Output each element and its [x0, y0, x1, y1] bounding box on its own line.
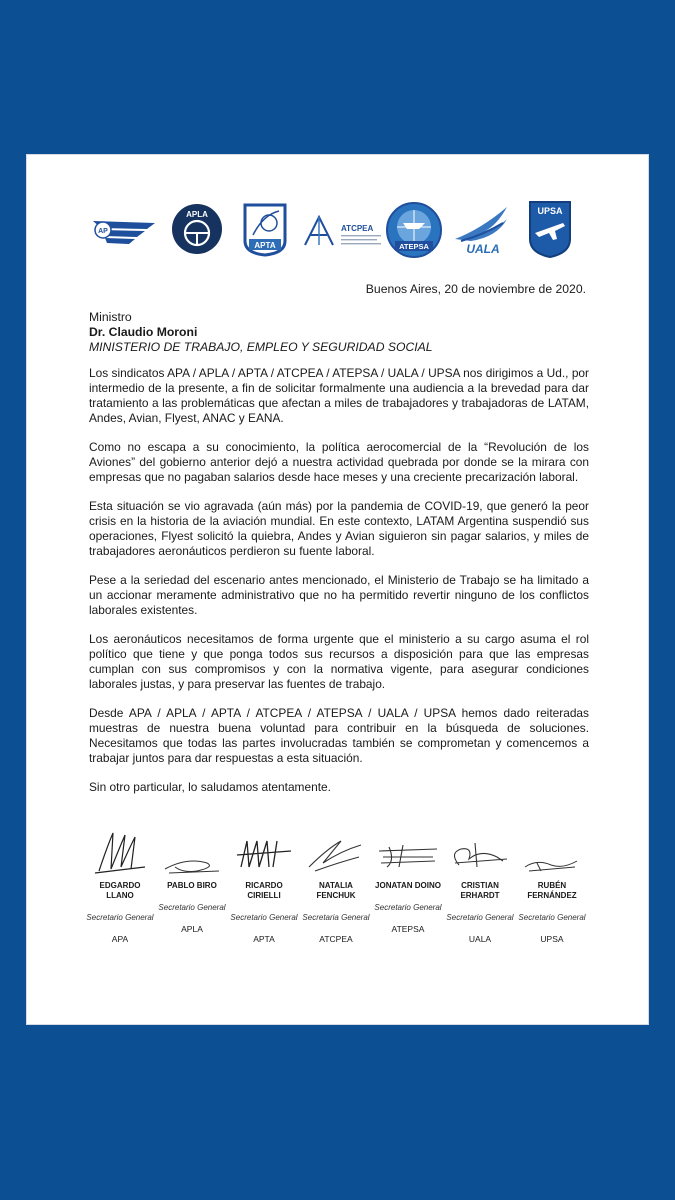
signatory [301, 827, 371, 944]
paragraph: Pese a la seriedad del escenario antes mencionado, el Ministerio de Trabajo se ha limitado a un accionar meramente administrativo que no ha permitido revertir ninguno de los conflictos laborales existentes. [89, 573, 589, 617]
signatory-name: EDGARDO LLANO [99, 881, 141, 900]
signatory-role: Secretario General [518, 913, 586, 922]
signatory-org: APA [111, 934, 129, 944]
paragraph: Esta situación se vio agravada (aún más) por la pandemia de COVID-19, que generó la peor crisis en la historia de la aviación mundial. En este contexto, LATAM Argentina suspendió sus operaciones, Flyest solicitó la quiebra, Andes y Avian siguieron sin pagar salarios, y miles de trabajadores aeronáuticos perdieron su fuente laboral. [89, 499, 589, 558]
signatory-org: APTA [253, 934, 275, 944]
signatory-name: RICARDO CIRIELLI [245, 881, 283, 900]
signatory-name: CRISTIAN ERHARDT [460, 881, 500, 900]
signatory [85, 827, 155, 944]
signatory-name: NATALIA FENCHUK [316, 881, 356, 900]
signatory-name: JONATAN DOINO [375, 881, 441, 890]
signatory-org: UPSA [540, 934, 564, 944]
signatory-name: RUBÉN FERNÁNDEZ [527, 881, 577, 900]
paragraph: Desde APA / APLA / APTA / ATCPEA / ATEPSA / UALA / UPSA hemos dado reiteradas muestras de nuestra buena voluntad para contribuir en la búsqueda de soluciones. Necesitamos que todas las partes involucradas también se comprometan y comencemos a trabajar juntos para dar respuestas a esta situación. [89, 706, 589, 765]
recipient-name: Dr. Claudio Moroni [89, 325, 198, 339]
paragraph: Los aeronáuticos necesitamos de forma urgente que el ministerio a su cargo asuma el rol político que tiene y que ponga todos sus recursos a disposición para que las empresas cumplan con sus compromisos y con la normativa vigente, para asegurar condiciones laborales justas, y para preservar las fuentes de trabajo. [89, 632, 589, 691]
signatures-block [85, 827, 595, 977]
handwritten-signature [517, 827, 587, 877]
recipient-ministry: MINISTERIO DE TRABAJO, EMPLEO Y SEGURIDAD SOCIAL [89, 340, 433, 354]
handwritten-signature [157, 827, 227, 877]
signatory-role: Secretario General [446, 913, 514, 922]
signatory-role: Secretaria General [302, 913, 370, 922]
signatory [373, 827, 443, 934]
addressee-block [89, 310, 433, 355]
signatory-org: APLA [181, 924, 203, 934]
signatory-role: Secretario General [374, 903, 442, 912]
handwritten-signature [445, 827, 515, 877]
paragraph: Como no escapa a su conocimiento, la política aerocomercial de la “Revolución de los Aviones” del gobierno anterior dejó a nuestra actividad quebrada por donde se la mirara con empresas que no pagaban salarios desde hace meses y una creciente precarización laboral. [89, 440, 589, 484]
atcpea-logo [303, 211, 385, 251]
svg-text:AP: AP [98, 228, 108, 235]
union-logos [27, 199, 648, 265]
apla-logo [171, 203, 223, 255]
signatory [517, 827, 587, 944]
signatory-org: ATEPSA [391, 924, 425, 934]
atepsa-logo [385, 201, 443, 259]
atepsa-logo-text: ATEPSA [399, 242, 429, 251]
signatory-role: Secretario General [230, 913, 298, 922]
signatory-name: PABLO BIRO [167, 881, 217, 890]
apa-logo [91, 213, 157, 247]
signatory [157, 827, 227, 934]
apla-logo-text: APLA [186, 210, 208, 219]
handwritten-signature [373, 827, 443, 877]
uala-logo-text: UALA [466, 242, 500, 256]
paragraph: Los sindicatos APA / APLA / APTA / ATCPEA / ATEPSA / UALA / UPSA nos dirigimos a Ud., por intermedio de la presente, a fin de solicitar formalmente una audiencia a la brevedad para dar tratamiento a las problemáticas que afectan a miles de trabajadores y trabajadoras de LATAM, Andes, Avian, Flyest, ANAC y EANA. [89, 366, 589, 425]
signatory-org: ATCPEA [319, 934, 353, 944]
apta-logo [239, 201, 291, 257]
atcpea-logo-text: ATCPEA [341, 224, 374, 233]
signatory [445, 827, 515, 944]
handwritten-signature [301, 827, 371, 877]
apta-logo-text: APTA [254, 241, 276, 250]
upsa-logo-text: UPSA [537, 206, 563, 216]
letter-page [26, 154, 649, 1025]
letter-body [89, 366, 589, 809]
handwritten-signature [85, 827, 155, 877]
handwritten-signature [229, 827, 299, 877]
letter-date: Buenos Aires, 20 de noviembre de 2020. [365, 282, 586, 296]
signatory-role: Secretario General [158, 903, 226, 912]
uala-logo [451, 203, 513, 259]
signatory-org: UALA [468, 934, 492, 944]
recipient-title: Ministro [89, 310, 132, 324]
paragraph: Sin otro particular, lo saludamos atentamente. [89, 780, 331, 794]
signatory [229, 827, 299, 944]
upsa-logo [527, 199, 573, 259]
signatory-role: Secretario General [86, 913, 154, 922]
